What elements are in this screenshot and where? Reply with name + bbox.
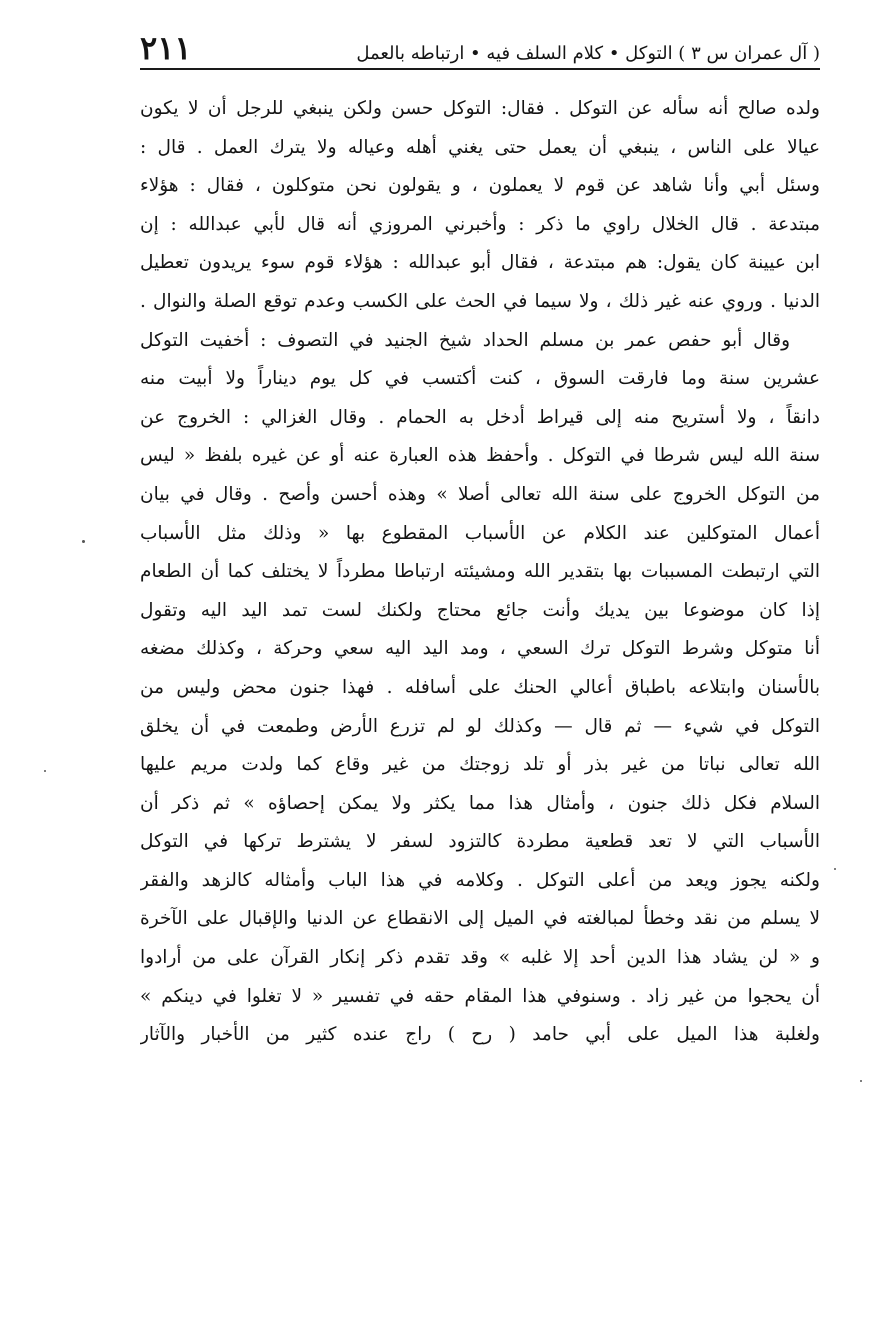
text-line: ابن عيينة كان يقول: هم مبتدعة ، فقال أبو عبدالله : هؤلاء قوم سوء يريدون تعطيل bbox=[140, 252, 820, 274]
page-number: ٢١١ bbox=[140, 29, 192, 67]
text-line: وقال أبو حفص عمر بن مسلم الحداد شيخ الجنيد في التصوف : أخفيت التوكل bbox=[140, 329, 790, 351]
running-header bbox=[140, 26, 820, 66]
text-line: أن يحجوا من غير زاد . وسنوفي هذا المقام حقه في تفسير « لا تغلوا في دينكم » bbox=[140, 985, 820, 1007]
header-rule bbox=[140, 68, 820, 70]
text-line: بالأسنان وابتلاعه باطباق أعالي الحنك على أسافله . فهذا جنون محض وليس من bbox=[140, 676, 820, 698]
text-line: الله تعالى نباتا من غير بذر أو تلد زوجتك من غير وقاع كما ولدت مريم عليها bbox=[140, 754, 820, 776]
text-line: التي ارتبطت المسببات بها بتقدير الله ومشيئته ارتباطا مطرداً لا يختلف كما أن الطعام bbox=[140, 561, 820, 583]
text-line: أنا متوكل وشرط التوكل ترك السعي ، ومد اليد اليه سعي وحركة ، وكذلك مضغه bbox=[140, 638, 820, 660]
text-line: و « لن يشاد هذا الدين أحد إلا غلبه » وقد تقدم ذكر إنكار القرآن على من أرادوا bbox=[140, 947, 820, 969]
text-line: الدنيا . وروي عنه غير ذلك ، ولا سيما في الحث على الكسب وعدم توقع الصلة والنوال . bbox=[140, 290, 820, 312]
text-line: ولده صالح أنه سأله عن التوكل . فقال: التوكل حسن ولكن ينبغي للرجل أن لا يكون bbox=[140, 98, 820, 119]
text-line: لا يسلم من نقد وخطأ لمبالغته في الميل إلى الانقطاع عن الدنيا والإقبال على الآخرة bbox=[140, 908, 820, 930]
text-line: عشرين سنة وما فارقت السوق ، كنت أكتسب في كل يوم ديناراً ولا أبيت منه bbox=[140, 368, 820, 390]
scan-speck bbox=[860, 1080, 862, 1082]
text-line: التوكل في شيء — ثم قال — وكذلك لو لم تزرع الأرض وطمعت في أن يخلق bbox=[140, 715, 820, 737]
text-line: السلام فكل ذلك جنون ، وأمثال هذا مما يكثر ولا يمكن إحصاؤه » ثم ذكر أن bbox=[140, 792, 820, 814]
text-line: إذا كان موضوعا بين يديك وأنت جائع محتاج ولكنك لست تمد اليد اليه وتقول bbox=[140, 599, 820, 621]
text-line: من التوكل الخروج على سنة الله تعالى أصلا » وهذه أحسن وأصح . وقال في بيان bbox=[140, 483, 820, 505]
scan-speck bbox=[44, 770, 46, 772]
text-line: أعمال المتوكلين عند الكلام عن الأسباب المقطوع بها « وذلك مثل الأسباب bbox=[140, 522, 820, 544]
text-line: ولكنه يجوز ويعد من أعلى التوكل . وكلامه في هذا الباب وأمثاله كالزهد والفقر bbox=[140, 869, 820, 891]
text-line: دانقاً ، ولا أستريح منه إلى قيراط أدخل به الحمام . وقال الغزالي : الخروج عن bbox=[140, 406, 820, 428]
text-line: سنة الله ليس شرطا في التوكل . وأحفظ هذه العبارة عنه أو عن غيره بلفظ « ليس bbox=[140, 445, 820, 467]
text-line: الأسباب التي لا تعد قطعية مطردة كالتزود لسفر لا يشترط تركها في التوكل bbox=[140, 831, 820, 853]
scan-speck bbox=[834, 868, 836, 870]
text-line: وسئل أبي وأنا شاهد عن قوم لا يعملون ، و يقولون نحن متوكلون ، فقال : هؤلاء bbox=[140, 175, 820, 197]
text-line: عيالا على الناس ، ينبغي أن يعمل حتى يغني أهله وعياله ولا يترك العمل . قال : bbox=[140, 136, 820, 158]
header-title: ( آل عمران س ٣ ) التوكل • كلام السلف فيه • ارتباطه بالعمل bbox=[356, 43, 820, 64]
text-line: مبتدعة . قال الخلال راوي ما ذكر : وأخبرني المروزي أنه قال لأبي عبدالله : إن bbox=[140, 213, 820, 235]
scan-speck bbox=[82, 540, 85, 543]
text-line: ولغلبة هذا الميل على أبي حامد ( رح ) راج عنده كثير من الأخبار والآثار bbox=[140, 1024, 820, 1046]
body-text bbox=[140, 90, 820, 1055]
